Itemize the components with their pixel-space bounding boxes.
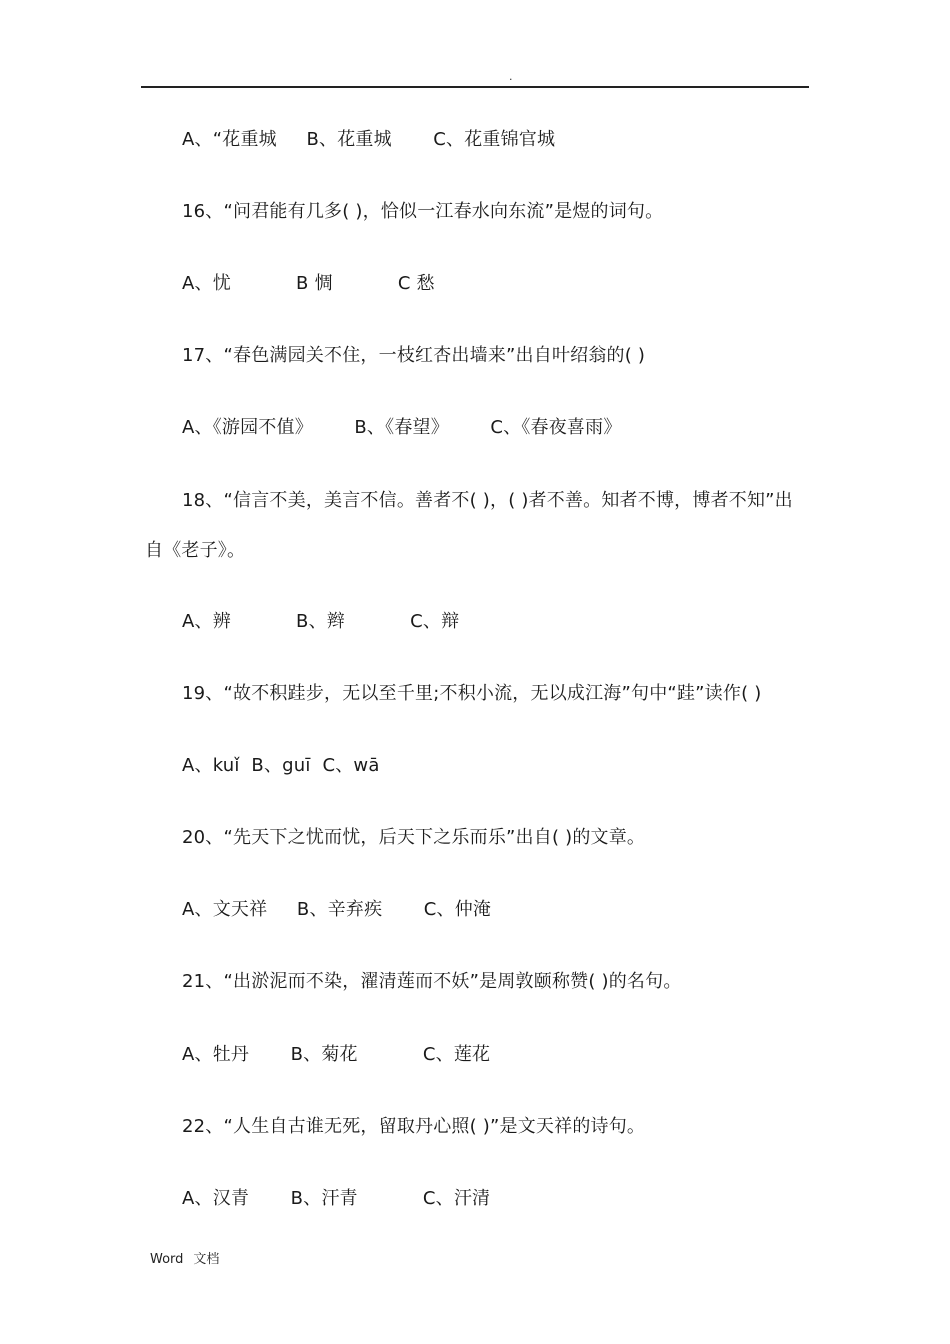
header-rule <box>141 86 809 88</box>
answer-options-22: A、汉青 B、汗青 C、汗清 <box>182 1188 491 1209</box>
answer-options-16: A、忧 B 惆 C 愁 <box>182 273 435 294</box>
answer-options-19: A、kuǐ B、guī C、wā <box>182 755 380 776</box>
question-16: 16、“问君能有几多( )，恰似一江春水向东流”是煜的词句。 <box>182 201 664 222</box>
footer-app-name: Word <box>150 1252 184 1267</box>
question-19: 19、“故不积跬步，无以至千里;不积小流，无以成江海”句中“跬”读作( ) <box>182 683 762 704</box>
answer-options-17: A、《游园不值》 B、《春望》 C、《春夜喜雨》 <box>182 417 622 438</box>
question-18: 18、“信言不美，美言不信。善者不( )，( )者不善。知者不博，博者不知”出 <box>182 490 793 511</box>
question-18-continued: 自《老子》。 <box>145 540 246 561</box>
header-mark: . <box>509 70 513 83</box>
answer-options-20: A、文天祥 B、辛弃疾 C、仲淹 <box>182 899 492 920</box>
question-20: 20、“先天下之忧而忧，后天下之乐而乐”出自( )的文章。 <box>182 827 646 848</box>
question-22: 22、“人生自古谁无死，留取丹心照( )”是文天祥的诗句。 <box>182 1116 646 1137</box>
question-21: 21、“出淤泥而不染，濯清莲而不妖”是周敦颐称赞( )的名句。 <box>182 971 682 992</box>
answer-options-18: A、辨 B、辫 C、辩 <box>182 611 460 632</box>
footer-label: 文档 <box>193 1252 220 1267</box>
answer-options-15: A、“花重城 B、花重城 C、花重锦官城 <box>182 129 556 150</box>
question-17: 17、“春色满园关不住，一枝红杏出墙来”出自叶绍翁的( ) <box>182 345 646 366</box>
page-footer <box>150 1248 229 1267</box>
answer-options-21: A、牡丹 B、菊花 C、莲花 <box>182 1044 491 1065</box>
